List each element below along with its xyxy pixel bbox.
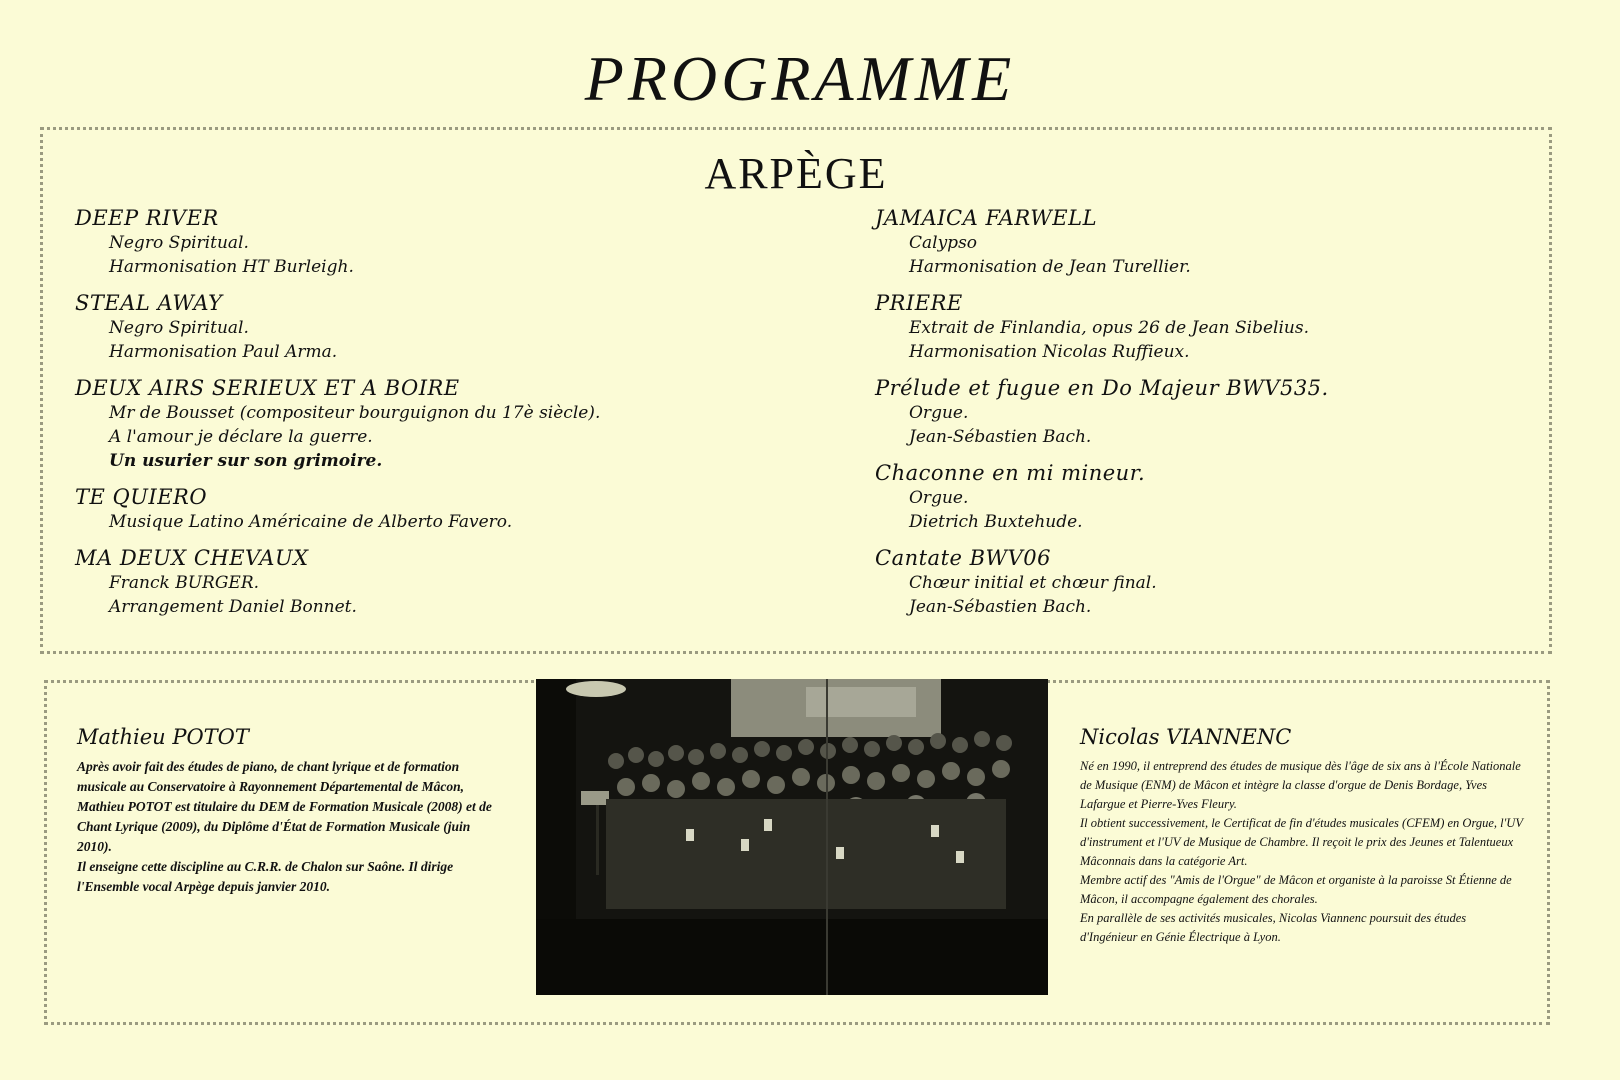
piece-title: TE QUIERO [75, 485, 208, 509]
bio-paragraph: Il enseigne cette discipline au C.R.R. de Chalon sur Saône. Il dirige l'Ensemble vocal Arpège depuis janvier 2010. [77, 859, 454, 894]
piece-title: Prélude et fugue en Do Majeur BWV535. [875, 376, 1329, 400]
program-piece [75, 290, 795, 364]
program-frame [40, 127, 1552, 654]
piece-detail: Calypso [909, 233, 978, 253]
bio-paragraph: En parallèle de ses activités musicales, Nicolas Viannenc poursuit des études d'Ingénieur en Génie Électrique à Lyon. [1080, 911, 1467, 944]
program-piece [75, 545, 795, 619]
bio-paragraph: Il obtient successivement, le Certificat de fin d'études musicales (CFEM) en Orgue, l'UV d'instrument et l'UV de Musique de Chambre. Il reçoit le prix des Jeunes et Talentueux Mâconnais dans la catégorie Art. [1080, 816, 1523, 868]
piece-detail: Mr de Bousset (compositeur bourguignon du 17è siècle). [109, 403, 601, 423]
piece-detail: Negro Spiritual. [109, 233, 249, 253]
bio-frame [44, 680, 1550, 1025]
program-piece [75, 375, 795, 473]
piece-detail: A l'amour je déclare la guerre. [109, 427, 373, 447]
piece-detail: Orgue. [909, 403, 969, 423]
piece-detail: Harmonisation de Jean Turellier. [909, 257, 1191, 277]
piece-title: JAMAICA FARWELL [875, 206, 1098, 230]
piece-detail: Harmonisation Paul Arma. [109, 342, 338, 362]
piece-title: Cantate BWV06 [875, 546, 1052, 570]
piece-detail: Chœur initial et chœur final. [909, 573, 1157, 593]
conductor-bio [77, 723, 502, 897]
bio-name: Nicolas VIANNENC [1080, 725, 1292, 749]
piece-detail: Jean-Sébastien Bach. [909, 427, 1092, 447]
bio-paragraph: Membre actif des "Amis de l'Orgue" de Mâcon et organiste à la paroisse St Étienne de Mâcon, il accompagne également des chorales. [1080, 873, 1512, 906]
piece-detail: Dietrich Buxtehude. [909, 512, 1083, 532]
piece-title: Chaconne en mi mineur. [875, 461, 1146, 485]
piece-detail: Jean-Sébastien Bach. [909, 597, 1092, 617]
program-piece [875, 460, 1535, 534]
piece-detail: Un usurier sur son grimoire. [109, 451, 383, 471]
program-piece [75, 205, 795, 279]
organist-bio [1080, 723, 1525, 947]
bio-name: Mathieu POTOT [77, 725, 249, 749]
choir-photo [536, 679, 1048, 995]
piece-detail: Harmonisation Nicolas Ruffieux. [909, 342, 1190, 362]
piece-detail: Negro Spiritual. [109, 318, 249, 338]
page-title: PROGRAMME [584, 43, 1016, 114]
bio-paragraph: Après avoir fait des études de piano, de chant lyrique et de formation musicale au Conservatoire à Rayonnement Départemental de Mâcon, Mathieu POTOT est titulaire du DEM de Formation Musicale (2008) et de Chant Lyrique (2009), du Diplôme d'État de Formation Musicale (juin 2010). [77, 759, 492, 854]
piece-title: DEUX AIRS SERIEUX ET A BOIRE [75, 376, 460, 400]
piece-detail: Extrait de Finlandia, opus 26 de Jean Sibelius. [909, 318, 1309, 338]
piece-detail: Harmonisation HT Burleigh. [109, 257, 354, 277]
program-piece [875, 375, 1535, 449]
program-column-right [875, 205, 1535, 630]
piece-title: MA DEUX CHEVAUX [75, 546, 309, 570]
piece-detail: Orgue. [909, 488, 969, 508]
piece-title: PRIERE [875, 291, 963, 315]
group-title: ARPÈGE [704, 149, 888, 198]
piece-detail: Musique Latino Américaine de Alberto Favero. [109, 512, 513, 532]
program-piece [875, 290, 1535, 364]
piece-title: STEAL AWAY [75, 291, 223, 315]
program-piece [75, 484, 795, 534]
piece-detail: Franck BURGER. [109, 573, 260, 593]
program-piece [875, 205, 1535, 279]
bio-paragraph: Né en 1990, il entreprend des études de musique dès l'âge de six ans à l'École Nationale de Musique (ENM) de Mâcon et intègre la classe d'orgue de Denis Bordage, Yves Lafargue et Pierre-Yves Fleury. [1080, 759, 1521, 811]
program-piece [875, 545, 1535, 619]
piece-detail: Arrangement Daniel Bonnet. [109, 597, 357, 617]
program-column-left [75, 205, 795, 630]
piece-title: DEEP RIVER [75, 206, 219, 230]
